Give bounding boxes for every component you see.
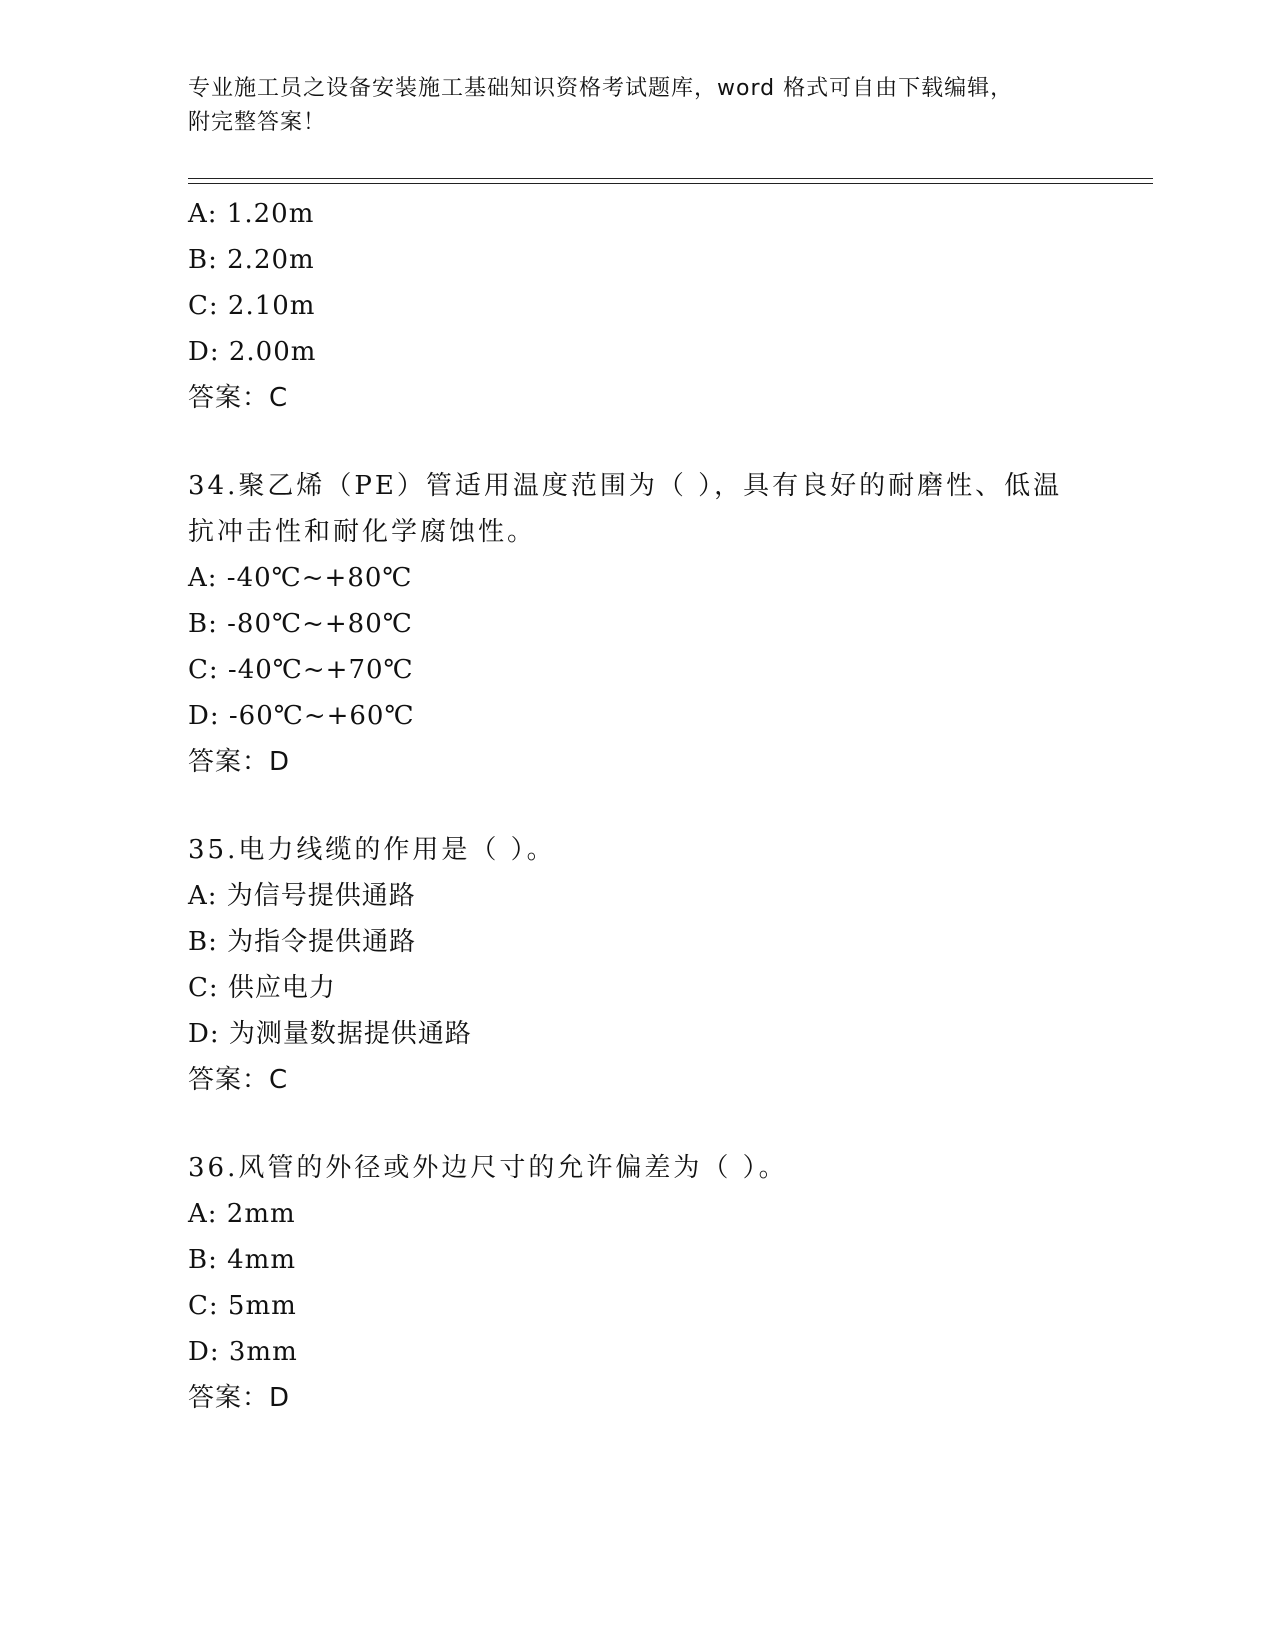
question-36 xyxy=(188,1145,1148,1421)
option-d: D: -60℃~+60℃ xyxy=(188,701,415,731)
option-b: B: 2.20m xyxy=(188,245,315,275)
question-34 xyxy=(188,463,1148,785)
header-title-line-1: 专业施工员之设备安装施工基础知识资格考试题库，word 格式可自由下载编辑， xyxy=(188,76,1014,101)
answer-line: 答案：D xyxy=(188,747,291,777)
option-b: B: 为指令提供通路 xyxy=(188,927,417,957)
option-d: D: 3mm xyxy=(188,1337,298,1367)
header-divider-bottom xyxy=(188,183,1153,184)
question-stem: 36.风管的外径或外边尺寸的允许偏差为（ ）。 xyxy=(188,1153,788,1183)
option-c: C: 2.10m xyxy=(188,291,316,321)
question-35 xyxy=(188,827,1148,1103)
option-d: D: 2.00m xyxy=(188,337,317,367)
option-b: B: -80℃~+80℃ xyxy=(188,609,413,639)
option-b: B: 4mm xyxy=(188,1245,296,1275)
header-divider-top xyxy=(188,178,1153,179)
option-d: D: 为测量数据提供通路 xyxy=(188,1019,472,1049)
option-a: A: -40℃~+80℃ xyxy=(188,563,413,593)
document-header xyxy=(188,72,1088,140)
option-a: A: 为信号提供通路 xyxy=(188,881,416,911)
question-stem-continued: 抗冲击性和耐化学腐蚀性。 xyxy=(188,517,537,547)
option-c: C: 供应电力 xyxy=(188,973,336,1003)
spacer xyxy=(188,421,1148,463)
answer-line: 答案：C xyxy=(188,383,289,413)
answer-line: 答案：C xyxy=(188,1065,289,1095)
question-33 xyxy=(188,191,1148,421)
option-c: C: 5mm xyxy=(188,1291,297,1321)
answer-line: 答案：D xyxy=(188,1383,291,1413)
option-c: C: -40℃~+70℃ xyxy=(188,655,414,685)
spacer xyxy=(188,1103,1148,1145)
question-stem: 35.电力线缆的作用是（ ）。 xyxy=(188,835,556,865)
option-a: A: 2mm xyxy=(188,1199,296,1229)
question-list xyxy=(188,191,1148,1421)
spacer xyxy=(188,785,1148,827)
question-stem: 34.聚乙烯（PE）管适用温度范围为（ ），具有良好的耐磨性、低温 xyxy=(188,471,1063,501)
header-title-line-2: 附完整答案！ xyxy=(188,110,327,135)
option-a: A: 1.20m xyxy=(188,199,315,229)
